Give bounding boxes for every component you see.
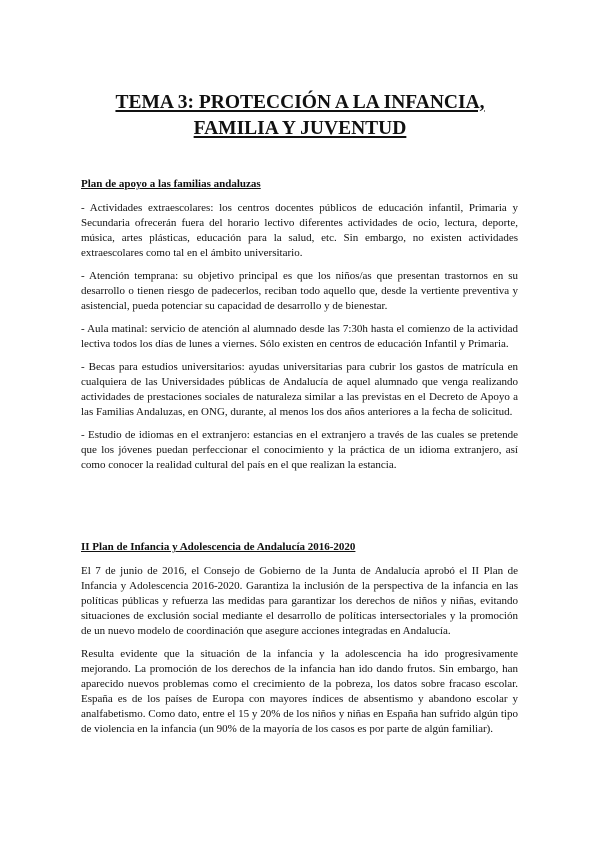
paragraph-childhood-situation: Resulta evidente que la situación de la infancia y la adolescencia ha ido progresivamente mejorando. La promoción de los derechos de la infancia han ido dando frutos. Sin embargo, han aparecido nuevos problemas como el crecimiento de la pobreza, los datos sobre fracaso escolar. España es de los países de Europa con mayores índices de absentismo y abandono escolar y analfabetismo. Como dato, entre el 15 y 20% de los niños y niñas en España han sufrido algún tipo de violencia en la infancia (un 90% de la mayoría de los casos es por parte de algún familiar). [81, 648, 518, 735]
paragraph-extracurricular: - Actividades extraescolares: los centros docentes públicos de educación infantil, Primaria y Secundaria ofrecerán fuera del horario lectivo diferentes actividades de ocio, lectura, deporte, música, artes plásticas, educación para la salud, etc. Sin embargo, no existen actividades extraescolares como tal en el ámbito universitario. [81, 202, 518, 259]
paragraph-language-study: - Estudio de idiomas en el extranjero: estancias en el extranjero a través de las cuales se pretende que los jóvenes puedan perfeccionar el conocimiento y la práctica de un idioma extranjero, así como conocer la realidad cultural del país en el que realizan la estancia. [81, 429, 518, 471]
page-title-line-2: FAMILIA Y JUVENTUD [193, 118, 407, 139]
paragraph-plan-approval: El 7 de junio de 2016, el Consejo de Gobierno de la Junta de Andalucía aprobó el II Plan de Infancia y Adolescencia 2016-2020. Garantiza la inclusión de la perspectiva de la infancia en las políticas públicas y refuerza las medidas para garantizar los derechos de niños y niñas, evitando situaciones de exclusión social mediante el desarrollo de políticas intersectoriales y la promoción de un nuevo modelo de coordinación que asegure acciones integradas en Andalucía. [81, 565, 518, 637]
paragraph-morning-classroom: - Aula matinal: servicio de atención al alumnado desde las 7:30h hasta el comienzo de la actividad lectiva todos los días de lunes a viernes. Sólo existen en centros de educación Infantil y Primaria. [81, 323, 518, 350]
section-heading: II Plan de Infancia y Adolescencia de Andalucía 2016-2020 [81, 541, 356, 553]
section-childhood-plan [81, 540, 518, 745]
section-family-support-plan [81, 177, 518, 481]
page-title-line-1: TEMA 3: PROTECCIÓN A LA INFANCIA, [115, 92, 485, 113]
section-heading: Plan de apoyo a las familias andaluzas [81, 178, 261, 190]
page-title [80, 90, 520, 142]
paragraph-early-care: - Atención temprana: su objetivo principal es que los niños/as que presentan trastornos en su desarrollo o tienen riesgo de padecerlos, reciban todo aquello que, desde la vertiente preventiva y asistencial, pueda potenciar su capacidad de desarrollo y de bienestar. [81, 270, 518, 312]
paragraph-university-grants: - Becas para estudios universitarios: ayudas universitarias para cubrir los gastos de matrícula en cualquiera de las Universidades públicas de Andalucía de aquel alumnado que venga realizando actividades de prestaciones sociales de naturaleza similar a las previstas en el Decreto de Apoyo a las Familias Andaluzas, en ONG, durante, al menos los dos años anteriores a la fecha de solicitud. [81, 361, 518, 418]
